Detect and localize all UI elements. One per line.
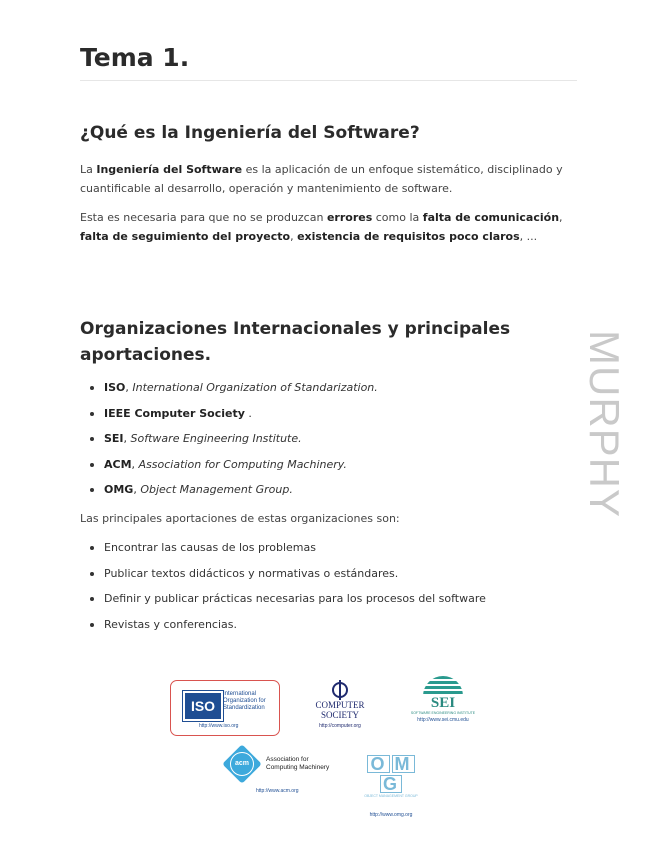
list-item: Revistas y conferencias. bbox=[80, 612, 577, 638]
definition-paragraph bbox=[80, 160, 577, 198]
text: Esta es necesaria para que no se produzcan bbox=[80, 211, 327, 224]
murphy-watermark: MURPHY bbox=[581, 330, 628, 519]
text: OBJECT MANAGEMENT GROUP bbox=[364, 794, 418, 798]
list-item: Publicar textos didácticos y normativas o estándares. bbox=[80, 561, 577, 587]
list-item: Definir y publicar prácticas necesarias para los procesos del software bbox=[80, 586, 577, 612]
text: SOCIETY bbox=[321, 710, 359, 720]
sei-logo bbox=[408, 676, 478, 734]
text: , bbox=[131, 457, 139, 471]
text: , bbox=[123, 432, 131, 445]
org-name: Software Engineering Institute. bbox=[130, 432, 302, 445]
iso-mark: ISO bbox=[183, 691, 223, 721]
bold-term: existencia de requisitos poco claros bbox=[297, 230, 520, 243]
list-item bbox=[80, 401, 577, 427]
org-abbr: SEI bbox=[104, 432, 124, 445]
cs-url: http://computer.org bbox=[319, 723, 361, 729]
sei-stripes-icon bbox=[423, 676, 463, 696]
omg-letter: O bbox=[367, 755, 389, 773]
acm-url: http://www.acm.org bbox=[256, 788, 299, 794]
bold-term: errores bbox=[326, 211, 373, 224]
org-abbr: ISO bbox=[104, 381, 126, 394]
acm-logo-text bbox=[266, 756, 329, 772]
list-item bbox=[80, 477, 577, 503]
text: Association for bbox=[266, 756, 309, 763]
iso-logo-text bbox=[223, 691, 266, 712]
section-heading-what-is-se: ¿Qué es la Ingeniería del Software? bbox=[80, 123, 420, 143]
computer-society-logo bbox=[305, 682, 375, 734]
acm-logo bbox=[224, 746, 344, 796]
acm-mark: acm bbox=[230, 752, 254, 776]
list-item bbox=[80, 426, 577, 452]
organizations-list bbox=[80, 375, 577, 503]
list-item: Encontrar las causas de los problemas bbox=[80, 535, 577, 561]
text: es la aplicación de un enfoque sistemático, disciplinado y cuantificable al desarrollo, operación y mantenimiento de software. bbox=[80, 163, 563, 195]
omg-mark bbox=[356, 754, 426, 794]
iso-url: http://www.iso.org bbox=[199, 723, 239, 729]
ieee-emblem-icon bbox=[332, 682, 348, 698]
org-name: Association for Computing Machinery. bbox=[138, 457, 347, 471]
org-abbr: OMG bbox=[104, 483, 134, 496]
text: Computing Machinery bbox=[266, 764, 330, 771]
sei-url: http://www.sei.cmu.edu bbox=[417, 717, 469, 723]
omg-letter: M bbox=[392, 755, 415, 773]
org-abbr: IEEE Computer Society bbox=[104, 406, 245, 420]
bold-term: falta de comunicación bbox=[422, 211, 560, 224]
bold-term: Ingeniería del Software bbox=[96, 163, 243, 176]
text: , ... bbox=[519, 230, 538, 243]
text: . bbox=[244, 406, 252, 420]
omg-letter: G bbox=[380, 775, 402, 793]
list-item bbox=[80, 452, 577, 478]
text: , bbox=[125, 381, 133, 394]
text: , bbox=[559, 211, 563, 224]
page-title: Tema 1. bbox=[80, 40, 577, 81]
text: , bbox=[133, 483, 141, 496]
list-item bbox=[80, 375, 577, 401]
org-name: Object Management Group. bbox=[140, 483, 293, 496]
contributions-intro: Las principales aportaciones de estas organizaciones son: bbox=[80, 512, 400, 525]
iso-logo bbox=[170, 680, 280, 736]
section-heading-organizations: Organizaciones Internacionales y principales aportaciones. bbox=[80, 319, 511, 365]
org-abbr: ACM bbox=[104, 457, 132, 471]
org-name: International Organization of Standarization. bbox=[132, 381, 378, 394]
text: International bbox=[223, 691, 257, 697]
text: SOFTWARE ENGINEERING INSTITUTE bbox=[410, 711, 476, 715]
text: como la bbox=[372, 211, 423, 224]
text: Organization for bbox=[223, 698, 266, 704]
text: Standardization bbox=[223, 705, 265, 711]
text: La bbox=[80, 163, 97, 176]
omg-logo bbox=[356, 754, 426, 818]
text: , bbox=[290, 230, 298, 243]
omg-url: http://www.omg.org bbox=[369, 812, 413, 818]
contributions-list bbox=[80, 535, 577, 637]
sei-mark: SEI bbox=[430, 695, 456, 711]
bold-term: falta de seguimiento del proyecto bbox=[80, 230, 291, 243]
text: COMPUTER bbox=[315, 700, 365, 710]
necessity-paragraph bbox=[80, 208, 577, 246]
